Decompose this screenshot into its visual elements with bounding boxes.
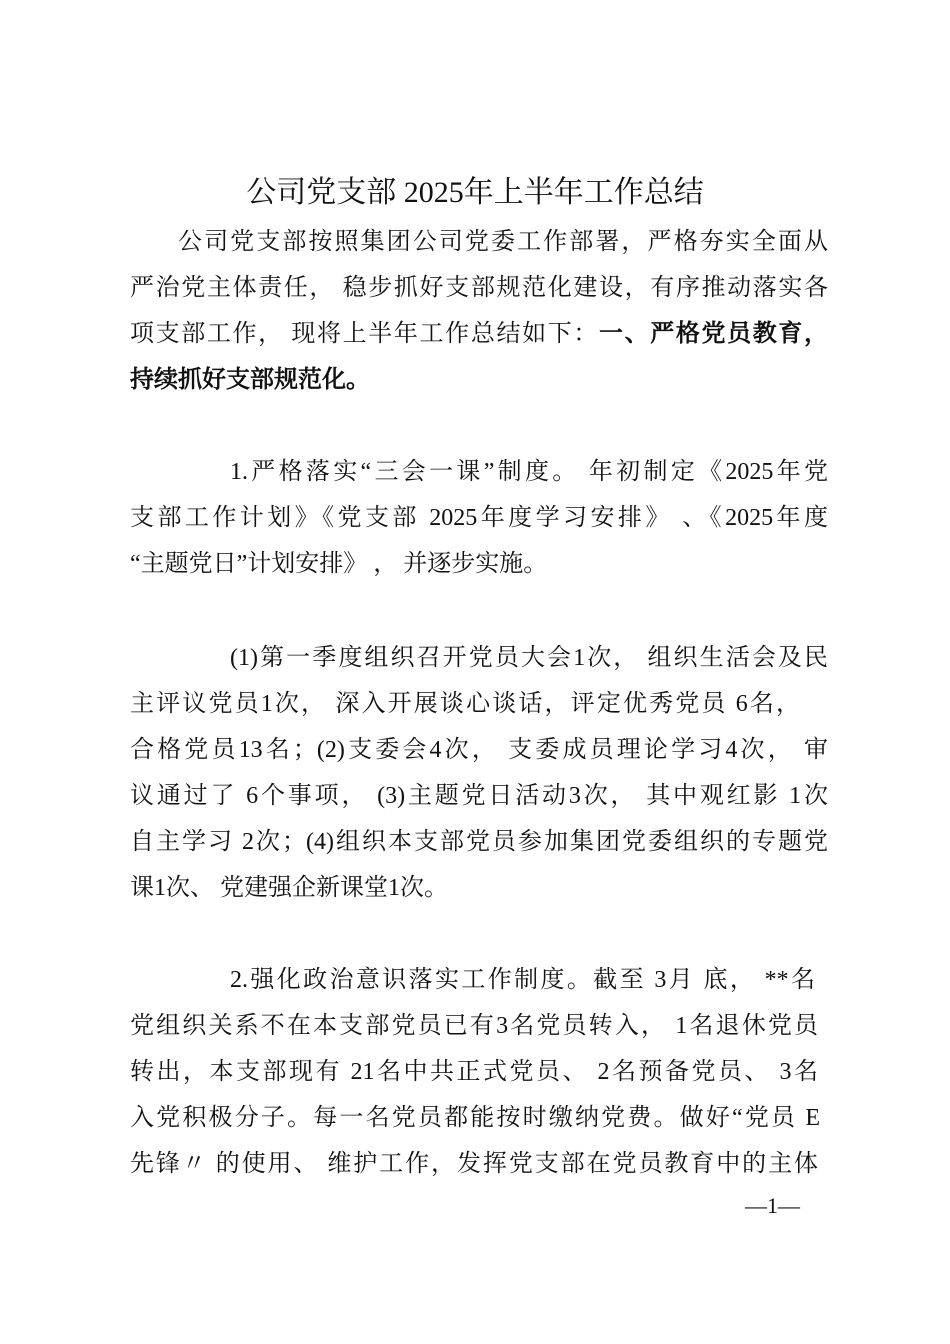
document-title: 公司党支部 2025年上半年工作总结: [246, 176, 704, 209]
text-line: 严治党主体责任， 稳步抓好支部规范化建设，有序推动落实各: [130, 275, 828, 301]
text-line: 转出，本支部现有 21名中共正式党员、 2名预备党员、 3名: [130, 1059, 818, 1085]
text-line: 自主学习 2次；(4)组织本支部党员参加集团党委组织的专题党: [130, 829, 828, 855]
text-line: (1)第一季度组织召开党员大会1次， 组织生活会及民: [230, 645, 828, 671]
text-segment: 项支部工作， 现将上半年工作总结如下：: [130, 321, 599, 347]
text-line: “主题党日”计划安排》 ， 并逐步实施。: [130, 551, 548, 577]
text-line: 主评议党员1次， 深入开展谈心谈话，评定优秀党员 6名，: [130, 691, 800, 717]
section-heading-1b: 持续抓好支部规范化。: [130, 366, 370, 393]
page-number: —1—: [745, 1193, 800, 1218]
text-line: 课1次、 党建强企新课堂1次。: [130, 875, 448, 901]
section-heading-1a: 一、严格党员教育，: [598, 320, 829, 347]
text-line: 1.严格落实“三会一课”制度。 年初制定《2025年党: [230, 459, 828, 485]
text-line: 合格党员13名；(2)支委会4次， 支委成员理论学习4次， 审: [130, 737, 828, 763]
text-line: 入党积极分子。每一名党员都能按时缴纳党费。做好“党员 E: [130, 1105, 820, 1131]
text-line: 议通过了 6个事项， (3)主题党日活动3次， 其中观红影 1次: [130, 783, 828, 809]
text-line: 先锋〃 的使用、 维护工作，发挥党支部在党员教育中的主体: [130, 1151, 818, 1177]
text-line: [130, 319, 828, 349]
text-line: 2.强化政治意识落实工作制度。截至 3月 底， **名: [230, 967, 815, 993]
text-line: 公司党支部按照集团公司党委工作部署，严格夯实全面从: [178, 229, 828, 255]
text-line: 支部工作计划》《党支部 2025年度学习安排》 、《2025年度: [130, 505, 828, 531]
text-line: 党组织关系不在本支部党员已有3名党员转入， 1名退休党员: [130, 1013, 818, 1039]
